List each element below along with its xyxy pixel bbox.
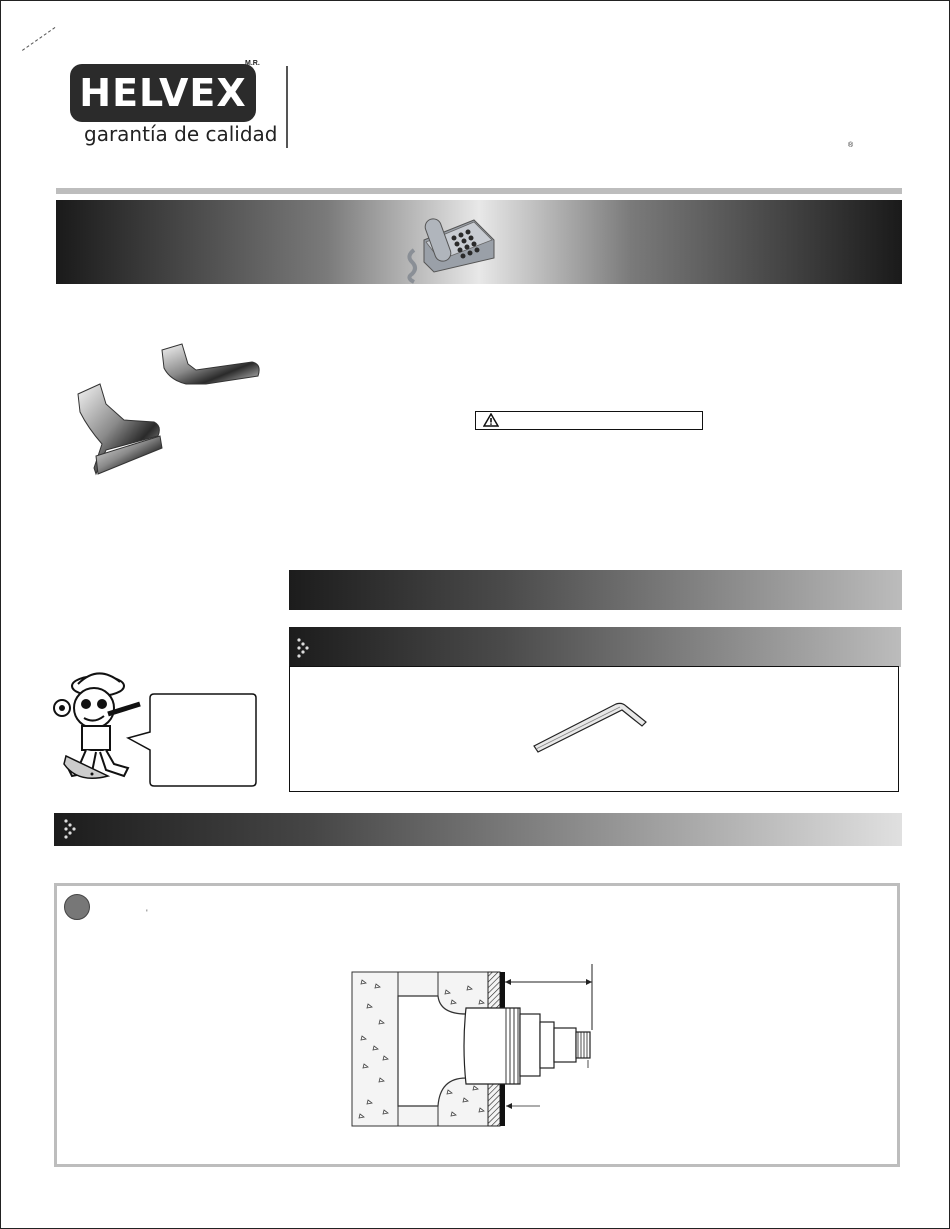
logo-mark: M.R. bbox=[245, 60, 260, 67]
warning-triangle-icon bbox=[483, 413, 499, 427]
step-number-circle bbox=[64, 894, 90, 920]
dotted-arrow-icon bbox=[62, 818, 78, 840]
logo-tagline: garantía de calidad bbox=[84, 122, 278, 146]
warning-label-box bbox=[475, 411, 703, 430]
registered-mark: ® bbox=[848, 142, 854, 149]
brand-logo: HELVEX bbox=[79, 71, 247, 115]
step-mark: ' bbox=[146, 908, 148, 918]
telephone-icon bbox=[394, 200, 504, 284]
tools-header-bar bbox=[289, 627, 901, 667]
allen-key-icon bbox=[530, 700, 650, 756]
section-header-bar bbox=[289, 570, 902, 610]
speech-bubble bbox=[124, 692, 260, 788]
product-handles-image bbox=[66, 340, 266, 490]
header-separator bbox=[286, 66, 288, 148]
dotted-arrow-icon bbox=[295, 637, 311, 659]
wall-valve-diagram bbox=[340, 960, 620, 1132]
installation-header-bar bbox=[54, 813, 902, 846]
header-rule bbox=[56, 188, 902, 194]
